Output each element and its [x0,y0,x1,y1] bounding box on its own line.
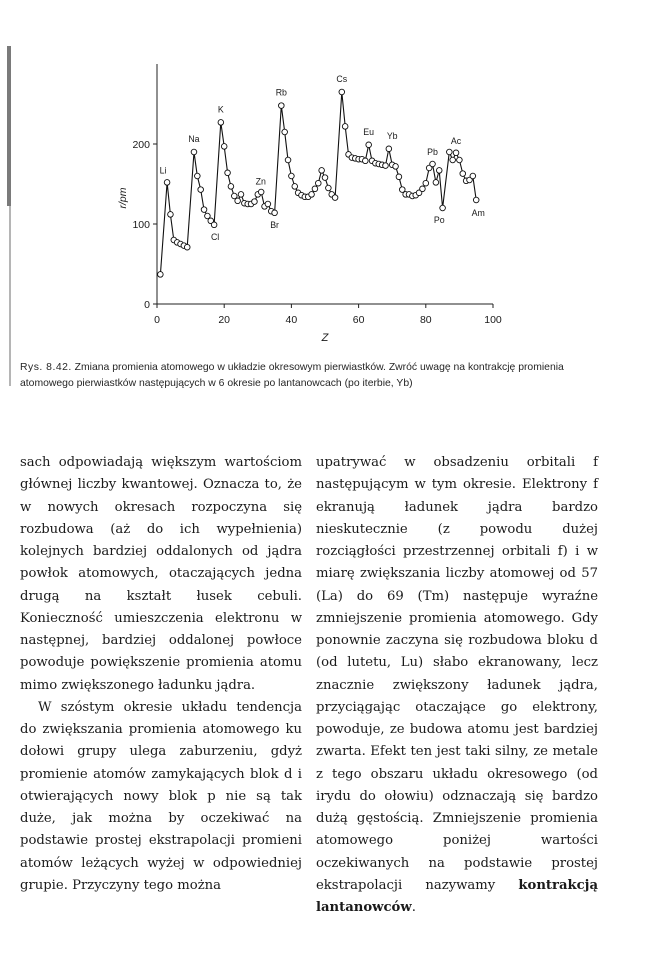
data-point [191,149,197,155]
body-paragraph: W szóstym okresie układu tendencja do zwiększania promienia atomowego ku dołowi grupy ulega zaburzeniu, gdyż promienie atomów zamykających blok d i otwierających nowy blok p nie są tak duże, jak można by oczekiwać na podstawie prostej ekstrapolacji promieni atomów leżących wyżej w odpowiedniej grupie. Przyczyny tego można [20,699,302,893]
data-point [396,174,402,180]
data-point [383,163,389,169]
data-point [168,212,174,218]
data-point [440,205,446,211]
element-label: Pb [427,147,438,157]
data-point [238,192,244,198]
y-tick-label: 100 [132,219,150,231]
data-point [430,161,436,167]
data-point [420,186,426,192]
data-point [447,149,453,155]
data-point [282,129,288,135]
x-tick-label: 20 [218,314,231,326]
data-point [457,157,463,163]
data-point [366,142,372,148]
data-point [450,157,456,163]
figure-caption [20,360,600,392]
data-point [453,150,459,156]
binding-shadow-lower [9,206,11,386]
data-point [258,189,264,195]
element-label: Li [159,165,167,176]
element-label: Zn [255,176,266,187]
element-label: K [217,104,224,115]
data-point [289,173,295,179]
bold-term: kontrakcją lantanowców [316,877,598,915]
data-point [158,272,164,278]
binding-shadow [7,46,11,206]
element-label: Na [188,134,200,144]
body-column-right [316,452,598,919]
data-point [184,244,190,250]
data-point [221,144,227,150]
x-axis-title: Z [321,332,329,344]
data-point [312,186,318,192]
data-point [228,184,234,190]
data-point [201,207,207,213]
body-text-end: . [411,900,416,915]
data-point [460,171,466,177]
data-point [225,170,231,176]
figure-caption-text: Zmiana promienia atomowego w układzie okresowym pierwiastków. Zwróć uwagę na kontrakcję promienia atomowego pierwiastków następujących w 6 okresie po lantanowcach (po iterbie, Yb) [20,362,564,389]
element-label: Ac [450,135,462,146]
data-point [272,210,278,216]
data-point [265,201,271,207]
data-point [473,197,479,203]
element-label: Po [433,215,445,225]
data-point [436,168,442,174]
body-column-left [20,452,302,897]
data-point [211,222,217,228]
figure-caption-label: Rys. 8.42. [20,362,72,373]
data-point [423,180,429,186]
y-axis-title: r/pm [117,187,129,209]
y-tick-label: 0 [144,299,150,311]
x-tick-label: 40 [285,314,298,326]
data-point [218,120,224,126]
y-tick-label: 200 [132,139,150,151]
data-point [252,199,258,205]
data-point [339,89,345,95]
data-point [332,195,338,201]
data-point [315,180,321,186]
data-point [279,103,285,109]
element-label: Am [471,208,485,218]
data-point [393,164,399,170]
chart-series [158,89,479,277]
data-point [319,168,325,174]
data-point [285,157,291,163]
element-label: Cl [210,231,220,242]
chart-axes [117,64,502,344]
element-label: Br [270,219,279,230]
data-point [322,175,328,181]
data-point [386,146,392,152]
atomic-radius-chart [108,62,548,352]
element-label: Rb [275,87,287,98]
element-label: Yb [386,130,398,141]
data-point [363,158,369,164]
data-point [235,198,241,204]
body-paragraph [316,452,598,919]
element-label: Eu [363,126,375,137]
data-point [292,184,298,190]
x-tick-label: 100 [484,314,502,326]
data-point [470,173,476,179]
body-text: upatrywać w obsadzeniu orbitali f następującym w tym okresie. Elektrony f ekranują ładunek jądra bardzo nieskutecznie (z powodu dużej rozciągłości przestrzennej orbitali f) i w miarę zwiększania liczby atomowej od 57 (La) do 69 (Tm) następuje wyraźne zmniejszenie promienia atomowego. Gdy ponownie zaczyna się rozbudowa bloku d (od lutetu, Lu) słabo ekranowany, lecz znacznie zwiększony ładunek jądra, przyciągając otaczające go elektrony, powoduje, ze budowa atomu jest bardziej zwarta. Efekt ten jest taki silny, ze metale z tego obszaru układu okresowego (od irydu do ołowiu) odznaczają się bardzo dużą gęstością. Zmniejszenie promienia atomowego poniżej wartości oczekiwanych na podstawie prostej ekstrapolacji nazywamy [316,455,598,893]
data-point [164,180,170,186]
body-paragraph: sach odpowiadają większym wartościom głównej liczby kwantowej. Oznacza to, że w nowych okresach rozpoczyna się rozbudowa (aż do ich wypełnienia) kolejnych bardziej oddalonych od jądra powłok atomowych, otaczających jedna drugą na kształt łusek cebuli. Konieczność umieszczenia elektronu w następnej, bardziej oddalonej powłoce powoduje powiększenie promienia atomu mimo zwiększonego ładunku jądra. [20,455,302,693]
x-tick-label: 60 [352,314,365,326]
x-tick-label: 0 [154,314,160,326]
element-label: Cs [336,74,348,84]
data-point [342,124,348,130]
data-point [198,187,204,193]
data-point [433,180,439,186]
data-point [195,173,201,179]
data-point [326,185,332,191]
data-point [309,192,315,198]
x-tick-label: 80 [419,314,432,326]
